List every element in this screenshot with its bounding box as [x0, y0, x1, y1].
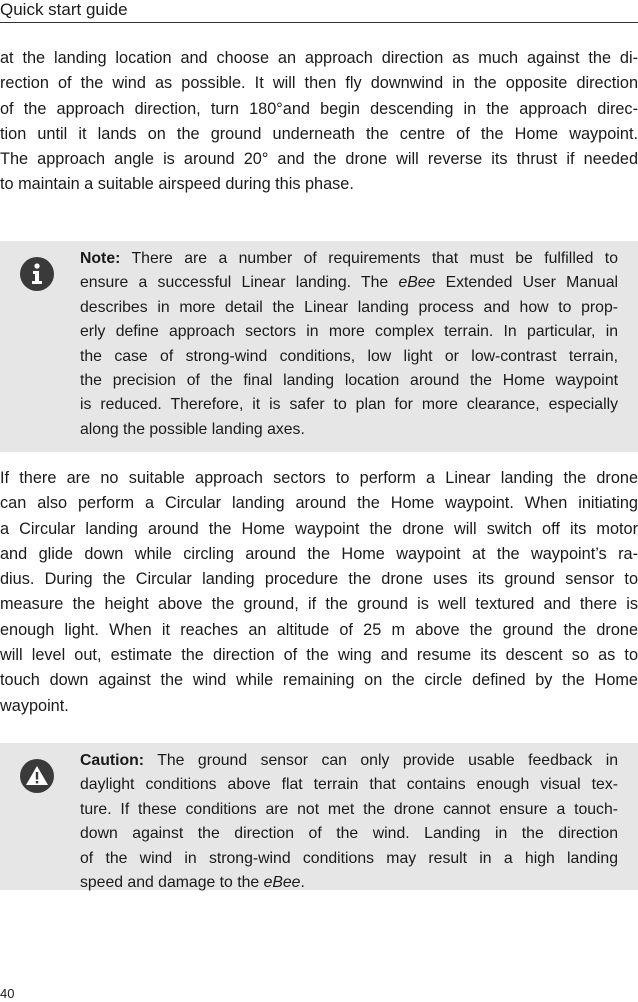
text-line — [80, 320, 618, 344]
text-line: If there are no suitable approach sectors to perform a Linear landing the drone — [0, 469, 638, 487]
text-line: enough light. When it reaches an altitude of 25 m above the ground the drone — [0, 620, 638, 639]
note-box — [0, 241, 638, 452]
text-run: daylight conditions above flat terrain that contains enough visual tex- — [80, 776, 618, 794]
text-line: waypoint. — [0, 696, 69, 715]
product-name: eBee — [263, 874, 301, 892]
product-name: eBee — [398, 274, 436, 292]
text-run: the case of strong-wind conditions, low light or low-contrast terrain, — [80, 347, 618, 365]
header-title: Quick start guide — [0, 0, 128, 19]
text-line: measure the height above the ground, if the ground is well textured and there is — [0, 595, 638, 614]
text-run: There are a number of requirements that must be fulfilled to — [120, 250, 618, 267]
callout-label: Note: — [80, 250, 121, 267]
text-run: down against the direction of the wind. Landing in the direction — [80, 825, 618, 843]
text-line — [80, 393, 618, 417]
text-run: speed and damage to the — [80, 874, 264, 892]
text-line — [80, 296, 618, 320]
text-run: describes in more detail the Linear landing process and how to prop- — [80, 298, 618, 316]
text-line — [80, 773, 618, 797]
text-line: at the landing location and choose an approach direction as much against the di- — [0, 49, 638, 67]
text-run: is reduced. Therefore, it is safer to plan for more clearance, especially — [80, 396, 618, 414]
info-icon — [20, 257, 54, 291]
text-line — [80, 369, 618, 393]
caution-box — [0, 743, 638, 890]
text-line: a Circular landing around the Home waypoint the drone will switch off its motor — [0, 519, 638, 538]
text-line: dius. During the Circular landing procedure the drone uses its ground sensor to — [0, 570, 638, 589]
text-line: rection of the wind as possible. It will then fly downwind in the opposite direction — [0, 74, 638, 93]
text-run: along the possible landing axes. — [80, 420, 305, 438]
text-line — [80, 749, 618, 773]
text-line — [80, 847, 618, 871]
text-run: erly define approach sectors in more complex terrain. In particular, in — [80, 323, 618, 341]
text-line — [80, 345, 618, 369]
text-line — [80, 418, 618, 442]
callout-label: Caution: — [80, 752, 145, 769]
text-run: The ground sensor can only provide usable feedback in — [144, 752, 618, 769]
page-number: 40 — [0, 986, 15, 1001]
text-run: ensure a successful Linear landing. The — [80, 274, 399, 292]
text-line: to maintain a suitable airspeed during this phase. — [0, 175, 354, 194]
warning-icon — [20, 759, 54, 793]
text-line — [80, 798, 618, 822]
text-line: touch down against the wind while remaining on the circle defined by the Home — [0, 671, 638, 690]
paragraph-2 — [0, 466, 638, 719]
text-run: ture. If these conditions are not met the drone cannot ensure a touch- — [80, 800, 618, 818]
text-line — [80, 871, 618, 895]
caution-text — [80, 749, 618, 895]
text-line: will level out, estimate the direction of the wing and resume its descent so as to — [0, 646, 638, 665]
note-text — [80, 247, 618, 442]
text-line — [80, 822, 618, 846]
text-run: . — [300, 874, 305, 892]
text-run: Extended User Manual — [435, 274, 618, 292]
text-line — [80, 271, 618, 295]
text-run: of the wind in strong-wind conditions may result in a high landing — [80, 849, 618, 867]
text-line: The approach angle is around 20° and the drone will reverse its thrust if needed — [0, 150, 638, 169]
text-line: of the approach direction, turn 180°and begin descending in the approach direc- — [0, 99, 638, 118]
text-line: can also perform a Circular landing around the Home waypoint. When initiating — [0, 494, 638, 513]
running-header — [0, 0, 638, 23]
text-line: tion until it lands on the ground underneath the centre of the Home waypoint. — [0, 124, 638, 143]
text-run: the precision of the final landing location around the Home waypoint — [80, 372, 618, 390]
paragraph-1 — [0, 46, 638, 198]
text-line — [80, 247, 618, 271]
text-line: and glide down while circling around the Home waypoint at the waypoint’s ra- — [0, 544, 638, 563]
